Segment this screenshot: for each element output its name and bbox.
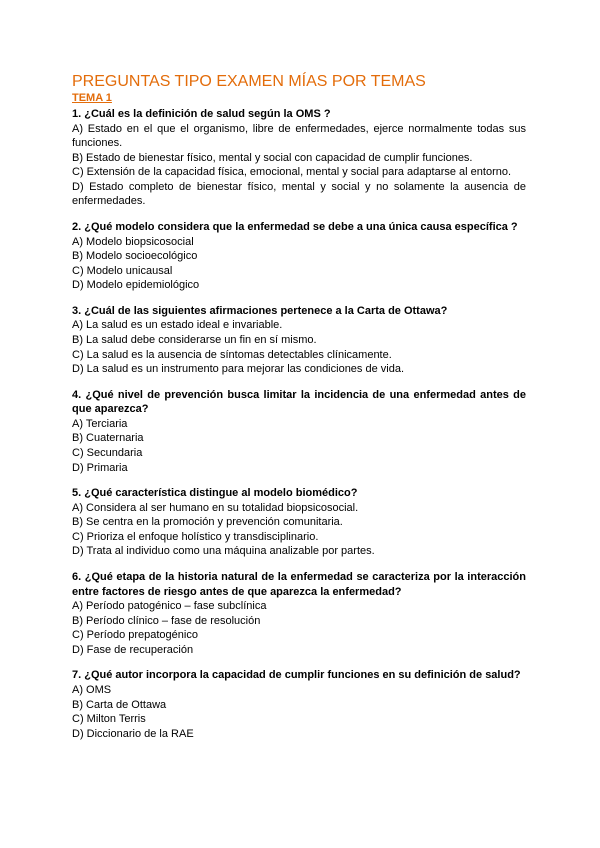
option-b: B) Cuaternaria — [72, 432, 144, 445]
option-a: A) Considera al ser humano en su totalidad biopsicosocial. — [72, 501, 359, 514]
option-d: D) Estado completo de bienestar físico, mental y social y no solamente la ausencia de enfermedades. — [72, 180, 526, 208]
question-text: 2. ¿Qué modelo considera que la enfermedad se debe a una única causa específica ? — [72, 221, 518, 234]
option-b: B) Modelo socioecológico — [72, 250, 198, 263]
option-c: C) Extensión de la capacidad física, emocional, mental y social para adaptarse al entorno. — [72, 166, 512, 179]
option-d: D) Modelo epidemiológico — [72, 279, 200, 292]
option-b: B) Carta de Ottawa — [72, 698, 167, 711]
question-2 — [72, 220, 526, 293]
question-1 — [72, 107, 526, 209]
option-b: B) Se centra en la promoción y prevención comunitaria. — [72, 516, 343, 529]
question-text: 1. ¿Cuál es la definición de salud según la OMS ? — [72, 108, 331, 120]
option-c: C) Prioriza el enfoque holístico y transdisciplinario. — [72, 530, 319, 543]
option-a: A) Terciaria — [72, 417, 128, 430]
question-7 — [72, 668, 526, 741]
question-3 — [72, 304, 526, 377]
option-b: B) Período clínico – fase de resolución — [72, 614, 261, 627]
option-c: C) Modelo unicausal — [72, 264, 173, 277]
option-d: D) Trata al individuo como una máquina analizable por partes. — [72, 545, 375, 558]
option-a: A) Estado en el que el organismo, libre de enfermedades, ejerce normalmente todas sus funciones. — [72, 122, 526, 150]
option-a: A) Período patogénico – fase subclínica — [72, 600, 267, 613]
document-title: PREGUNTAS TIPO EXAMEN MÍAS POR TEMAS — [72, 73, 426, 90]
option-d: D) Diccionario de la RAE — [72, 727, 194, 740]
question-text: 6. ¿Qué etapa de la historia natural de la enfermedad se caracteriza por la interacción entre factores de riesgo antes de que aparezca la enfermedad? — [72, 571, 526, 598]
option-b: B) La salud debe considerarse un fin en sí mismo. — [72, 334, 317, 347]
option-c: C) La salud es la ausencia de síntomas detectables clínicamente. — [72, 348, 392, 361]
question-5 — [72, 486, 526, 559]
question-text: 5. ¿Qué característica distingue al modelo biomédico? — [72, 487, 358, 500]
option-c: C) Milton Terris — [72, 713, 146, 726]
option-d: D) Fase de recuperación — [72, 643, 194, 656]
section-heading: TEMA 1 — [72, 92, 112, 104]
document-content — [72, 72, 526, 752]
option-c: C) Período prepatogénico — [72, 629, 198, 642]
option-c: C) Secundaria — [72, 447, 143, 459]
option-a: A) La salud es un estado ideal e invariable. — [72, 319, 283, 332]
question-6 — [72, 570, 526, 657]
question-text: 3. ¿Cuál de las siguientes afirmaciones pertenece a la Carta de Ottawa? — [72, 304, 448, 317]
option-d: D) Primaria — [72, 461, 128, 474]
question-4 — [72, 388, 526, 475]
option-a: A) OMS — [72, 683, 112, 696]
question-text: 4. ¿Qué nivel de prevención busca limitar la incidencia de una enfermedad antes de que aparezca? — [72, 388, 526, 416]
option-a: A) Modelo biopsicosocial — [72, 235, 194, 248]
question-text: 7. ¿Qué autor incorpora la capacidad de cumplir funciones en su definición de salud? — [72, 669, 521, 682]
option-b: B) Estado de bienestar físico, mental y social con capacidad de cumplir funciones. — [72, 151, 473, 164]
option-d: D) La salud es un instrumento para mejorar las condiciones de vida. — [72, 363, 405, 376]
